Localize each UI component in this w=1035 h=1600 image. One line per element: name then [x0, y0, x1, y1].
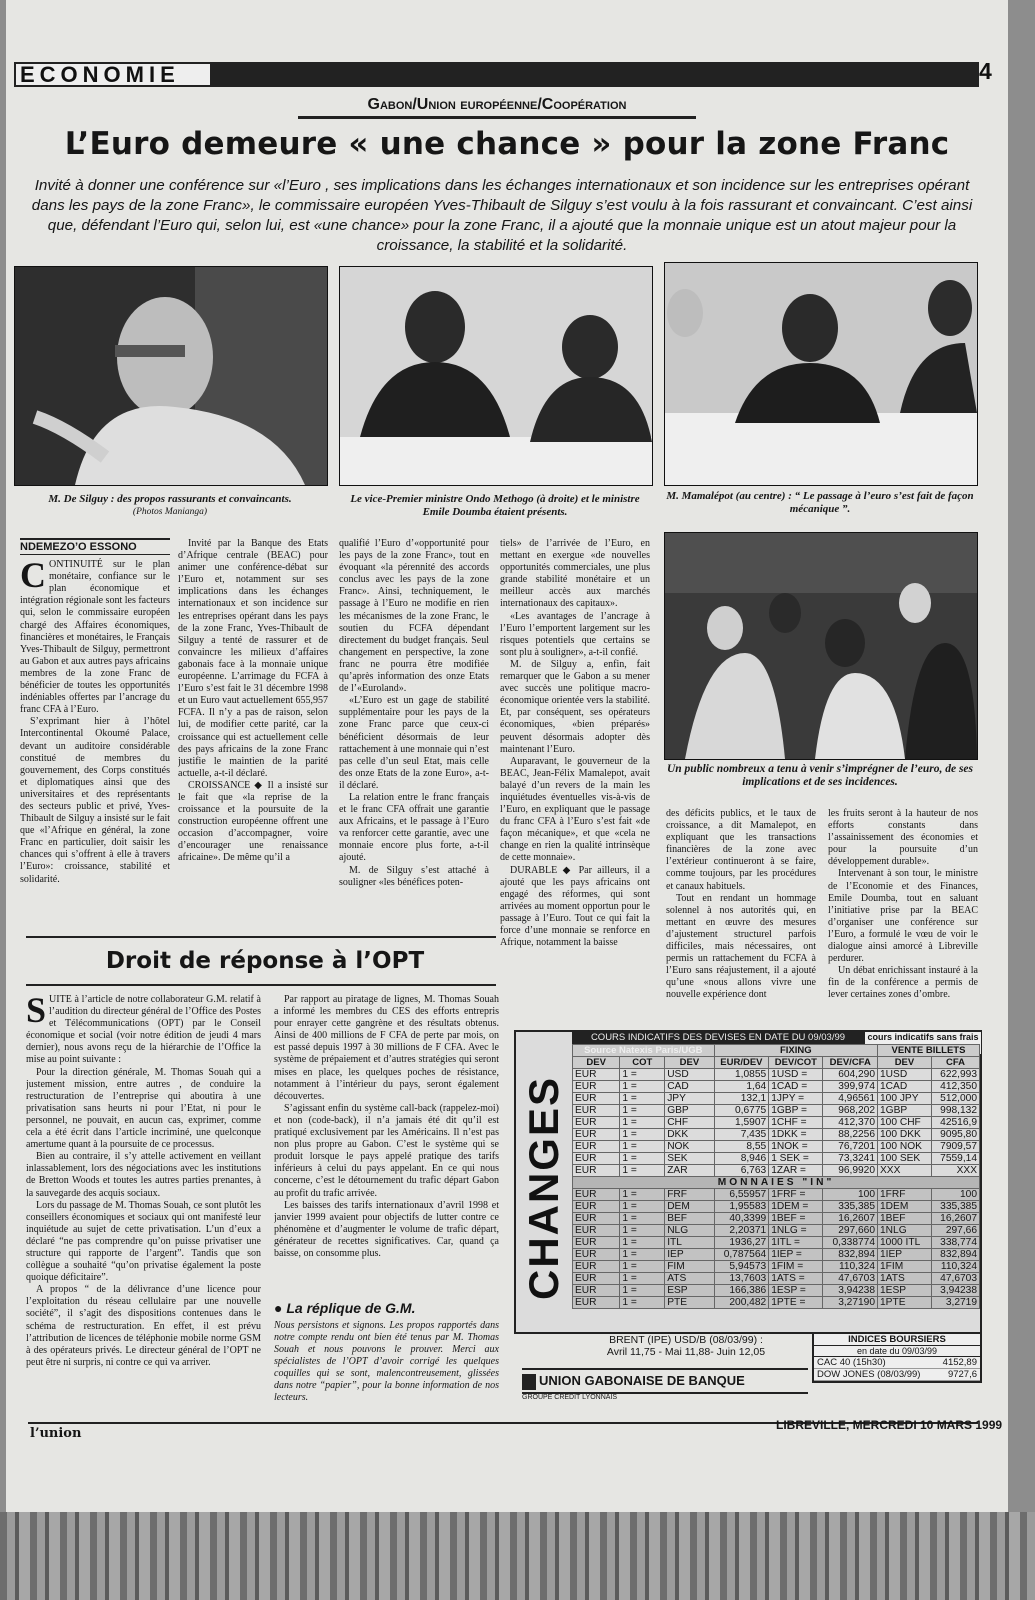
kicker: Gabon/Union européenne/Coopération: [298, 96, 696, 119]
photo-de-silguy: [14, 266, 328, 486]
currency-cell: 998,132: [931, 1105, 979, 1117]
currency-cell: 4,96561: [823, 1093, 878, 1105]
currency-cell: 5,94573: [714, 1261, 769, 1273]
newspaper-page: [6, 0, 1008, 1512]
currency-cell: GBP: [665, 1105, 714, 1117]
currency-cell: 1 =: [620, 1213, 665, 1225]
scan-background: [0, 1512, 1035, 1600]
currency-cell: 100: [931, 1189, 979, 1201]
currency-row: [573, 1201, 980, 1213]
currency-cell: 1 =: [620, 1201, 665, 1213]
currency-cell: 1 =: [620, 1081, 665, 1093]
currency-cell: 604,290: [823, 1069, 878, 1081]
currency-box: [514, 1030, 982, 1334]
currency-row: [573, 1261, 980, 1273]
currency-cell: ZAR: [665, 1165, 714, 1177]
article-column-1: [20, 538, 170, 928]
index-name: DOW JONES (08/03/99): [817, 1369, 921, 1380]
currency-cell: EUR: [573, 1225, 620, 1237]
currency-cell: EUR: [573, 1189, 620, 1201]
currency-cell: 1 =: [620, 1237, 665, 1249]
paragraph: des déficits publics, et le taux de croissance, a dit Mamalepot, en expliquant que les transactions financières de la zone avec l’extérieur continueront à se faire, comme toujours, par les procédures et canaux habituels.: [666, 808, 816, 892]
column-headers: [573, 1057, 980, 1069]
currency-cell: 1DEM: [878, 1201, 932, 1213]
currency-cell: 1936,27: [714, 1237, 769, 1249]
currency-cell: EUR: [573, 1297, 620, 1309]
currency-row: [573, 1189, 980, 1201]
paragraph: S’agissant enfin du système call-back (rappelez-moi) et non (code-back), il n’a jamais été dit qu’il est pratiqué exclusivement par les Américains. Il n’est pas non plus propre au Gabon. C’est le système qui se produit lorsque le pays appelé pratique des tarifs inférieurs à celui du pays appelant. En ce qui nous concerne, c’est le détournement du trafic départ Gabon au profit du trafic arrivée.: [274, 1102, 499, 1199]
currency-cell: 1ATS =: [769, 1273, 823, 1285]
currency-cell: 1 =: [620, 1285, 665, 1297]
paragraph: Tout en rendant un hommage solennel à nos autorités qui, en mettant en œuvre des mesures d’ajustement structurel parfois difficiles, mais nécessaires, ont permis un rattachement du FCFA à l’Euro sans réajustement, il a ajouté qu’une «nous allons vivre une nouvelle expérience dont: [666, 892, 816, 1001]
paragraph: S’exprimant hier à l’hôtel Intercontinental Okoumé Palace, devant un auditoire considérable constitué de membres du gouvernement, des Corps constitués et diplomatiques ainsi que des universitaires et des représentants des secteurs public et privé, Yves-Thibault de Silguy a insisté sur le fait que «l’Afrique en général, la zone Franc en particulier, doit saisir les chances qui s’offrent à elle à travers l’Euro»: croissance, stabilité et solidarité.: [20, 716, 170, 885]
bank-logo-icon: [522, 1374, 536, 1390]
caption-photo-3: M. Mamalépot (au centre) : “ Le passage à l’euro s’est fait de façon mécanique ”.: [666, 490, 974, 515]
paragraph: «L’Euro est un gage de stabilité supplémentaire pour les pays de la zone Franc parce que ceux-ci bénéficient désormais de leur rattachement à une monnaie qui n’est pas celle d’un seul Etat, mais celle des onze Etats de la zone Euro», a-t-il déclaré.: [339, 695, 489, 791]
index-name: CAC 40 (15h30): [817, 1357, 886, 1368]
currency-cell: 6,55957: [714, 1189, 769, 1201]
photo-ministers: [339, 266, 653, 486]
caption-photo-4: Un public nombreux a tenu à venir s’imprégner de l’euro, de ses implications et de ses incidences.: [666, 763, 974, 788]
currency-cell: 1 =: [620, 1189, 665, 1201]
currency-cell: 1USD =: [769, 1069, 823, 1081]
currency-cell: CAD: [665, 1081, 714, 1093]
currency-cell: 1 =: [620, 1249, 665, 1261]
currency-cell: ESP: [665, 1285, 714, 1297]
currency-cell: EUR: [573, 1237, 620, 1249]
drop-cap: S: [26, 994, 47, 1030]
currency-row: [573, 1093, 980, 1105]
currency-cell: 96,9920: [823, 1165, 878, 1177]
currency-header: COURS INDICATIFS DES DEVISES EN DATE DU 09/03/99: [572, 1032, 864, 1044]
currency-cell: 622,993: [931, 1069, 979, 1081]
currency-cell: 1GBP: [878, 1105, 932, 1117]
currency-cell: PTE: [665, 1297, 714, 1309]
currency-cell: 100 CHF: [878, 1117, 932, 1129]
currency-cell: 412,350: [931, 1081, 979, 1093]
drop-cap: C: [20, 555, 46, 596]
currency-header-right: cours indicatifs sans frais: [864, 1032, 981, 1054]
page-number: 4: [979, 58, 992, 84]
currency-cell: 1,64: [714, 1081, 769, 1093]
currency-cell: DEM: [665, 1201, 714, 1213]
currency-cell: 1USD: [878, 1069, 932, 1081]
paragraph: les fruits seront à la hauteur de nos efforts constants dans l’assainissement des économies et pour la poursuite d’un développement durable».: [828, 808, 978, 868]
currency-row: [573, 1117, 980, 1129]
paragraph: Bien au contraire, il s’y attelle activement en veillant inlassablement, lors des négociations avec les institutions de Bretton Woods et toutes les autres parties prenantes, à la sauvegarde des acquis sociaux.: [26, 1151, 261, 1199]
currency-cell: NLG: [665, 1225, 714, 1237]
column-header: DEV/COT: [769, 1057, 823, 1069]
currency-cell: 412,370: [823, 1117, 878, 1129]
brent-title: BRENT (IPE) USD/B (08/03/99) :: [609, 1334, 763, 1346]
currency-cell: 1FIM: [878, 1261, 932, 1273]
currency-cell: EUR: [573, 1081, 620, 1093]
band-label: MONNAIES "IN": [573, 1177, 980, 1189]
currency-row: [573, 1225, 980, 1237]
currency-cell: EUR: [573, 1093, 620, 1105]
currency-cell: 110,324: [823, 1261, 878, 1273]
changes-title-text: CHANGES: [520, 1075, 567, 1301]
article-column-2: [178, 538, 328, 928]
currency-cell: 1DKK =: [769, 1129, 823, 1141]
currency-cell: 40,3399: [714, 1213, 769, 1225]
currency-cell: 335,385: [823, 1201, 878, 1213]
currency-cell: EUR: [573, 1285, 620, 1297]
currency-cell: 1NLG: [878, 1225, 932, 1237]
currency-cell: DKK: [665, 1129, 714, 1141]
currency-cell: 73,3241: [823, 1153, 878, 1165]
newspaper-name: l’union: [30, 1426, 82, 1441]
caption-photo-2: Le vice-Premier ministre Ondo Methogo (à droite) et le ministre Emile Doumba étaient présents.: [350, 493, 640, 518]
currency-row: [573, 1249, 980, 1261]
paragraph: qualifié l’Euro d’«opportunité pour les pays de la zone Franc», tout en évoquant «la pérennité des accords conclus avec les pays de la zone Franc». Ainsi, techniquement, le passage à l’Euro ne modifie en rien les mécanismes de la zone Franc, le soutien du FCFA dépendant directement du budget français. Seul changement en perspective, la zone franc ne pourra être modifiée qu’après information des onze Etats de l’«Euroland».: [339, 538, 489, 695]
index-row: [814, 1369, 980, 1381]
brent-block: [566, 1334, 806, 1358]
currency-cell: 100 SEK: [878, 1153, 932, 1165]
currency-cell: EUR: [573, 1105, 620, 1117]
currency-cell: 3,94238: [823, 1285, 878, 1297]
currency-cell: 8,55: [714, 1141, 769, 1153]
currency-cell: 968,202: [823, 1105, 878, 1117]
paragraph: Pour la direction générale, M. Thomas Souah qui a justement mission, entre autres , de conduire la restructuration de l’entreprise qui aboutira à une privatisation sans heurts ni pour l’Etat, ni pour le personnel, ne pouvait, en aucun cas, exprimer, comme cela a été écrit dans l’article incriminé, une quelconque amertume quant à la poursuite de ce processus.: [26, 1066, 261, 1151]
paragraph: Par rapport au piratage de lignes, M. Thomas Souah a informé les membres du CES des efforts entrepris pour enrayer cette gangrène et des résultats obtenus. Ainsi de 400 millions de F CFA de perte par mois, on est passé depuis 1997 à 30 millions de F CFA. Avec le système de prépaiement et d’autres stratégies qui seront mises en place, les quelques poches de résistance, notamment à l’intérieur du pays, seront également découvertes.: [274, 994, 499, 1102]
currency-cell: 42516,9: [931, 1117, 979, 1129]
monnaies-in-band: [573, 1177, 980, 1189]
column-header: DEV: [878, 1057, 932, 1069]
column-header: EUR/DEV: [714, 1057, 769, 1069]
currency-cell: 297,660: [823, 1225, 878, 1237]
currency-cell: EUR: [573, 1201, 620, 1213]
currency-cell: 16,2607: [823, 1213, 878, 1225]
currency-cell: 1 =: [620, 1141, 665, 1153]
currency-cell: 1NLG =: [769, 1225, 823, 1237]
currency-cell: 1FRF =: [769, 1189, 823, 1201]
currency-cell: 3,94238: [931, 1285, 979, 1297]
indices-date: en date du 09/03/99: [814, 1346, 980, 1357]
currency-cell: 1 =: [620, 1273, 665, 1285]
currency-cell: CHF: [665, 1117, 714, 1129]
currency-cell: 132,1: [714, 1093, 769, 1105]
currency-cell: 1 =: [620, 1129, 665, 1141]
currency-cell: 1 =: [620, 1261, 665, 1273]
currency-cell: 1BEF: [878, 1213, 932, 1225]
article-column-4: [500, 538, 650, 1028]
currency-row: [573, 1069, 980, 1081]
column-header: COT: [620, 1057, 665, 1069]
currency-row: [573, 1273, 980, 1285]
currency-cell: 100: [823, 1189, 878, 1201]
currency-row: [573, 1213, 980, 1225]
paragraph: CROISSANCE ◆ Il a insisté sur le fait que «la reprise de la croissance et la poursuite de la construction européenne offrent une occasion d’accompagner, voire d’encourager une renaissance africaine». De même qu’il a: [178, 779, 328, 864]
currency-cell: 100 DKK: [878, 1129, 932, 1141]
currency-cell: 6,763: [714, 1165, 769, 1177]
currency-cell: 88,2256: [823, 1129, 878, 1141]
currency-cell: 1ATS: [878, 1273, 932, 1285]
currency-cell: 1NOK =: [769, 1141, 823, 1153]
opt-column-1: [26, 994, 261, 1414]
currency-cell: BEF: [665, 1213, 714, 1225]
currency-row: [573, 1153, 980, 1165]
currency-cell: 200,482: [714, 1297, 769, 1309]
currency-cell: 1IEP: [878, 1249, 932, 1261]
currency-cell: 7909,57: [931, 1141, 979, 1153]
photo-audience: [664, 532, 978, 760]
currency-cell: 1 =: [620, 1297, 665, 1309]
currency-cell: 512,000: [931, 1093, 979, 1105]
opt-headline: Droit de réponse à l’OPT: [105, 948, 425, 974]
caption-text: M. De Silguy : des propos rassurants et convaincants.: [48, 493, 292, 505]
currency-cell: 1ESP =: [769, 1285, 823, 1297]
currency-cell: 1,5907: [714, 1117, 769, 1129]
paragraph: Lors du passage de M. Thomas Souah, ce sont plutôt les conseillers économiques et sociaux qui ont manifesté leur inquiétude au sujet de cette privatisation. L’un d’eux a déclaré “ne pas comprendre qu’on puisse privatiser une structure qui rapporte de l’argent”. Tandis que son collègue a souhaité “qu’on privatise également la poste quoique déficitaire”.: [26, 1199, 261, 1284]
currency-cell: 1FRF: [878, 1189, 932, 1201]
divider: [26, 984, 496, 986]
currency-cell: 1CAD =: [769, 1081, 823, 1093]
currency-cell: 1IEP =: [769, 1249, 823, 1261]
currency-cell: XXX: [878, 1165, 932, 1177]
column-header: DEV/CFA: [823, 1057, 878, 1069]
paragraph: La relation entre le franc français et le franc CFA offrait une garantie aux Africains, et le passage à l’Euro va renforcer cette garantie, avec une monnaie encore plus forte, a-t-il ajouté.: [339, 791, 489, 864]
byline: NDEMEZO’O ESSONO: [20, 538, 170, 555]
currency-cell: 1 SEK =: [769, 1153, 823, 1165]
currency-cell: EUR: [573, 1213, 620, 1225]
currency-cell: 1DEM =: [769, 1201, 823, 1213]
section-label: ECONOMIE: [14, 62, 212, 87]
currency-cell: FIM: [665, 1261, 714, 1273]
paragraph: Intervenant à son tour, le ministre de l’Economie et des Finances, Emile Doumba, tout en saluant l’initiative prise par la BEAC d’organiser une conférence sur l’Euro, a formulé le vœu de voir le dialogue ainsi amorcé à Libreville perdurer.: [828, 868, 978, 965]
currency-cell: 297,66: [931, 1225, 979, 1237]
currency-cell: 1FIM =: [769, 1261, 823, 1273]
currency-cell: 1ITL =: [769, 1237, 823, 1249]
currency-row: [573, 1081, 980, 1093]
currency-cell: 1 =: [620, 1225, 665, 1237]
currency-cell: EUR: [573, 1153, 620, 1165]
index-value: 9727,6: [947, 1369, 977, 1380]
currency-cell: 1 =: [620, 1093, 665, 1105]
currency-cell: 0,6775: [714, 1105, 769, 1117]
currency-cell: 1CAD: [878, 1081, 932, 1093]
currency-cell: 1ESP: [878, 1285, 932, 1297]
currency-cell: 1GBP =: [769, 1105, 823, 1117]
currency-cell: 47,6703: [931, 1273, 979, 1285]
currency-cell: 1,95583: [714, 1201, 769, 1213]
currency-cell: 166,386: [714, 1285, 769, 1297]
currency-cell: 338,774: [931, 1237, 979, 1249]
currency-cell: 7,435: [714, 1129, 769, 1141]
replique-text: Nous persistons et signons. Les propos rapportés dans notre compte rendu ont bien été tenus par M. Thomas Souah et nous pouvons le prouver. Merci aux spécialistes de l’OPT d’avoir corrigé les quelques coquilles qui se sont, malencontreusement, glissées dans notre “papier”, pour la bonne information de nos lecteurs.: [274, 1320, 499, 1403]
currency-cell: 1 =: [620, 1117, 665, 1129]
currency-cell: 7559,14: [931, 1153, 979, 1165]
currency-cell: EUR: [573, 1117, 620, 1129]
column-header: DEV: [573, 1057, 620, 1069]
currency-cell: 0,787564: [714, 1249, 769, 1261]
currency-cell: IEP: [665, 1249, 714, 1261]
index-row: [814, 1357, 980, 1369]
article-column-5: [666, 808, 816, 1028]
currency-row: [573, 1141, 980, 1153]
currency-cell: ATS: [665, 1273, 714, 1285]
currency-cell: 1 =: [620, 1153, 665, 1165]
issue-date: LIBREVILLE, MERCREDI 10 MARS 1999: [776, 1418, 1003, 1432]
currency-row: [573, 1237, 980, 1249]
paragraph: Les baisses des tarifs internationaux d’avril 1998 et janvier 1999 avaient pour objectifs de lutter contre ce phénomène et d’augmenter le volume de trafic départ, générateur de recettes significatives. Car, quand ça baisse, on consomme plus.: [274, 1199, 499, 1259]
changes-vertical-title: [516, 1044, 572, 1332]
currency-cell: 1,0855: [714, 1069, 769, 1081]
currency-cell: 47,6703: [823, 1273, 878, 1285]
paragraph: UITE à l’article de notre collaborateur G.M. relatif à l’audition du directeur général de l’Office des Postes et Télécommunications (OPT) par le Conseil économique et social (voir notre édition de jeudi 4 mars dernier), nous avons reçu de la hiérarchie de l’Office la mise au point suivante :: [26, 994, 261, 1066]
brent-values: Avril 11,75 - Mai 11,88- Juin 12,05: [606, 1346, 766, 1358]
replique-title: ● La réplique de G.M.: [274, 1300, 416, 1316]
section-header-bar: [14, 62, 979, 87]
currency-row: [573, 1285, 980, 1297]
currency-cell: 1BEF =: [769, 1213, 823, 1225]
currency-cell: 3,2719: [931, 1297, 979, 1309]
currency-cell: 2,20371: [714, 1225, 769, 1237]
currency-cell: EUR: [573, 1261, 620, 1273]
headline: L’Euro demeure « une chance » pour la zone Franc: [64, 126, 950, 162]
currency-cell: 110,324: [931, 1261, 979, 1273]
currency-cell: 3,27190: [823, 1297, 878, 1309]
currency-cell: EUR: [573, 1141, 620, 1153]
currency-cell: 100 JPY: [878, 1093, 932, 1105]
vente-header: VENTE BILLETS: [878, 1045, 980, 1057]
currency-cell: 1CHF =: [769, 1117, 823, 1129]
currency-row: [573, 1105, 980, 1117]
column-header: CFA: [931, 1057, 979, 1069]
bank-name: UNION GABONAISE DE BANQUE: [539, 1373, 745, 1388]
currency-cell: 1 =: [620, 1105, 665, 1117]
currency-cell: 13,7603: [714, 1273, 769, 1285]
paragraph: Un débat enrichissant instauré à la fin de la conférence a permis de lever certaines zones d’ombre.: [828, 965, 978, 1001]
currency-cell: 9095,80: [931, 1129, 979, 1141]
currency-cell: JPY: [665, 1093, 714, 1105]
currency-cell: 1PTE: [878, 1297, 932, 1309]
index-value: 4152,89: [942, 1357, 977, 1368]
currency-cell: 1 =: [620, 1069, 665, 1081]
currency-cell: 100 NOK: [878, 1141, 932, 1153]
column-header: DEV: [665, 1057, 714, 1069]
paragraph: M. de Silguy a, enfin, fait remarquer que le Gabon a su mener avec succès une politique macro-économique orientée vers la stabilité. Et, par conséquent, ses opérateurs économiques, «bien préparés» peuvent désormais adopter dès maintenant l’Euro.: [500, 658, 650, 755]
currency-cell: EUR: [573, 1249, 620, 1261]
lead-paragraph: Invité à donner une conférence sur «l’Euro , ses implications dans les échanges internationaux et son incidence sur les entreprises opérant dans les pays de la zone Franc», le commissaire européen Yves-Thibault de Silguy s’est voulu à la fois rassurant et convaincant. C’est ainsi que, défendant l’Euro qui, selon lui, est «une chance» pour la zone Franc, il a ajouté que la monnaie unique est un atout majeur pour la croissance, la stabilité et la solidarité.: [31, 177, 973, 254]
currency-cell: 335,385: [931, 1201, 979, 1213]
caption-photo-1: [14, 493, 326, 519]
paragraph: tiels» de l’arrivée de l’Euro, en mettant en exergue «de nouvelles opportunités commerciales, une plus grande stabilité monétaire et un meilleur accès aux marchés internationaux des capitaux».: [500, 538, 650, 610]
article-column-6: [828, 808, 978, 1028]
currency-row: [573, 1129, 980, 1141]
currency-cell: SEK: [665, 1153, 714, 1165]
photo-credit: (Photos Manianga): [132, 507, 208, 517]
stock-indices-box: [812, 1332, 982, 1383]
divider: [26, 936, 496, 938]
currency-cell: EUR: [573, 1273, 620, 1285]
currency-cell: 399,974: [823, 1081, 878, 1093]
currency-row: [573, 1297, 980, 1309]
indices-title: INDICES BOURSIERS: [814, 1334, 980, 1346]
fixing-header: FIXING: [714, 1045, 877, 1057]
currency-rows: [573, 1069, 980, 1309]
currency-cell: XXX: [931, 1165, 979, 1177]
paragraph: M. de Silguy s’est attaché à souligner «les bénéfices poten-: [339, 864, 489, 888]
opt-column-2: [274, 994, 499, 1294]
currency-cell: EUR: [573, 1129, 620, 1141]
article-column-3: [339, 538, 489, 928]
currency-row: [573, 1165, 980, 1177]
currency-cell: USD: [665, 1069, 714, 1081]
photo-mamalepot: [664, 262, 978, 486]
bank-group: GROUPE CREDIT LYONNAIS: [522, 1394, 618, 1401]
currency-cell: 1JPY =: [769, 1093, 823, 1105]
currency-cell: 76,7201: [823, 1141, 878, 1153]
paragraph: «Les avantages de l’ancrage à l’Euro l’emportent largement sur les risques potentiels que certains se sont plu à souligner», a-t-il confié.: [500, 610, 650, 658]
currency-cell: 832,894: [931, 1249, 979, 1261]
paragraph: Invité par la Banque des Etats d’Afrique centrale (BEAC) pour animer une conférence-débat sur l’Euro et, notamment sur ses implications dans les échanges internationaux et son incidence sur les entreprises opérant dans les pays de la zone Franc, Yves-Thibault de Silguy a tenté de rassurer et de convaincre les milieux d’affaires gabonais face à la monnaie unique européenne. L’arrimage du FCFA à l’Euro s’est fait le 31 décembre 1998 et un Euro vaut actuellement 655,957 FCFA. Il n’y a pas de raison, selon lui, de modifier cette parité, car la croissance qui est actuellement celle des pays africains de la zone Franc justifie le maintien de la parité actuelle, a-t-il déclaré.: [178, 538, 328, 779]
currency-cell: EUR: [573, 1069, 620, 1081]
currency-cell: 16,2607: [931, 1213, 979, 1225]
paragraph: DURABLE ◆ Par ailleurs, il a ajouté que les pays africains ont engagé des réformes, qui sont arrivées au moment opportun pour le passage à l’Euro. Tout ce qui fait la force d’une monnaie se renforce en Afrique, notamment la baisse: [500, 864, 650, 949]
currency-cell: EUR: [573, 1165, 620, 1177]
source-cell: Source Natexis Paris/UGB: [573, 1045, 715, 1057]
paragraph: Auparavant, le gouverneur de la BEAC, Jean-Félix Mamalepot, avait balayé d’un revers de la main les inquiétudes éventuelles vis-à-vis de l’Euro, en expliquant que le passage du franc CFA à l’Euro s’est fait «de façon mécanique», et que «cela ne change en rien la qualité intrinsèque de cette monnaie».: [500, 755, 650, 864]
currency-cell: NOK: [665, 1141, 714, 1153]
bank-banner: [522, 1368, 808, 1394]
currency-cell: 832,894: [823, 1249, 878, 1261]
currency-cell: 1ZAR =: [769, 1165, 823, 1177]
currency-cell: 0,338774: [823, 1237, 878, 1249]
currency-cell: 8,946: [714, 1153, 769, 1165]
paragraph: ONTINUITÉ sur le plan monétaire, confiance sur le plan économique et intégration régionale sont les facteurs qui, selon le commissaire européen chargé des Affaires économiques, financières et monétaires, le Français Yves-Thibault de Silguy, permettront au Gabon et aux autres pays africains membres de la zone Franc de bénéficier de toutes les opportunités indéniables offertes par l’ancrage du franc CFA à l’Euro.: [20, 559, 170, 716]
currency-cell: 1 =: [620, 1165, 665, 1177]
currency-cell: 1PTE =: [769, 1297, 823, 1309]
paragraph: A propos “ de la délivrance d’une licence pour l’exploitation du réseau cellulaire par une nouvelle société”, il s’agit des dispositions contenues dans le schéma de restructuration. En effet, il est prévu l’attribution de licences de téléphonie mobile norme GSM à des opérateurs privés. Le directeur général de l’OPT ne peut être ni surpris, ni contre ce qui va arriver.: [26, 1284, 261, 1368]
currency-cell: ITL: [665, 1237, 714, 1249]
currency-cell: 1000 ITL: [878, 1237, 932, 1249]
currency-cell: FRF: [665, 1189, 714, 1201]
currency-table: [572, 1044, 980, 1309]
